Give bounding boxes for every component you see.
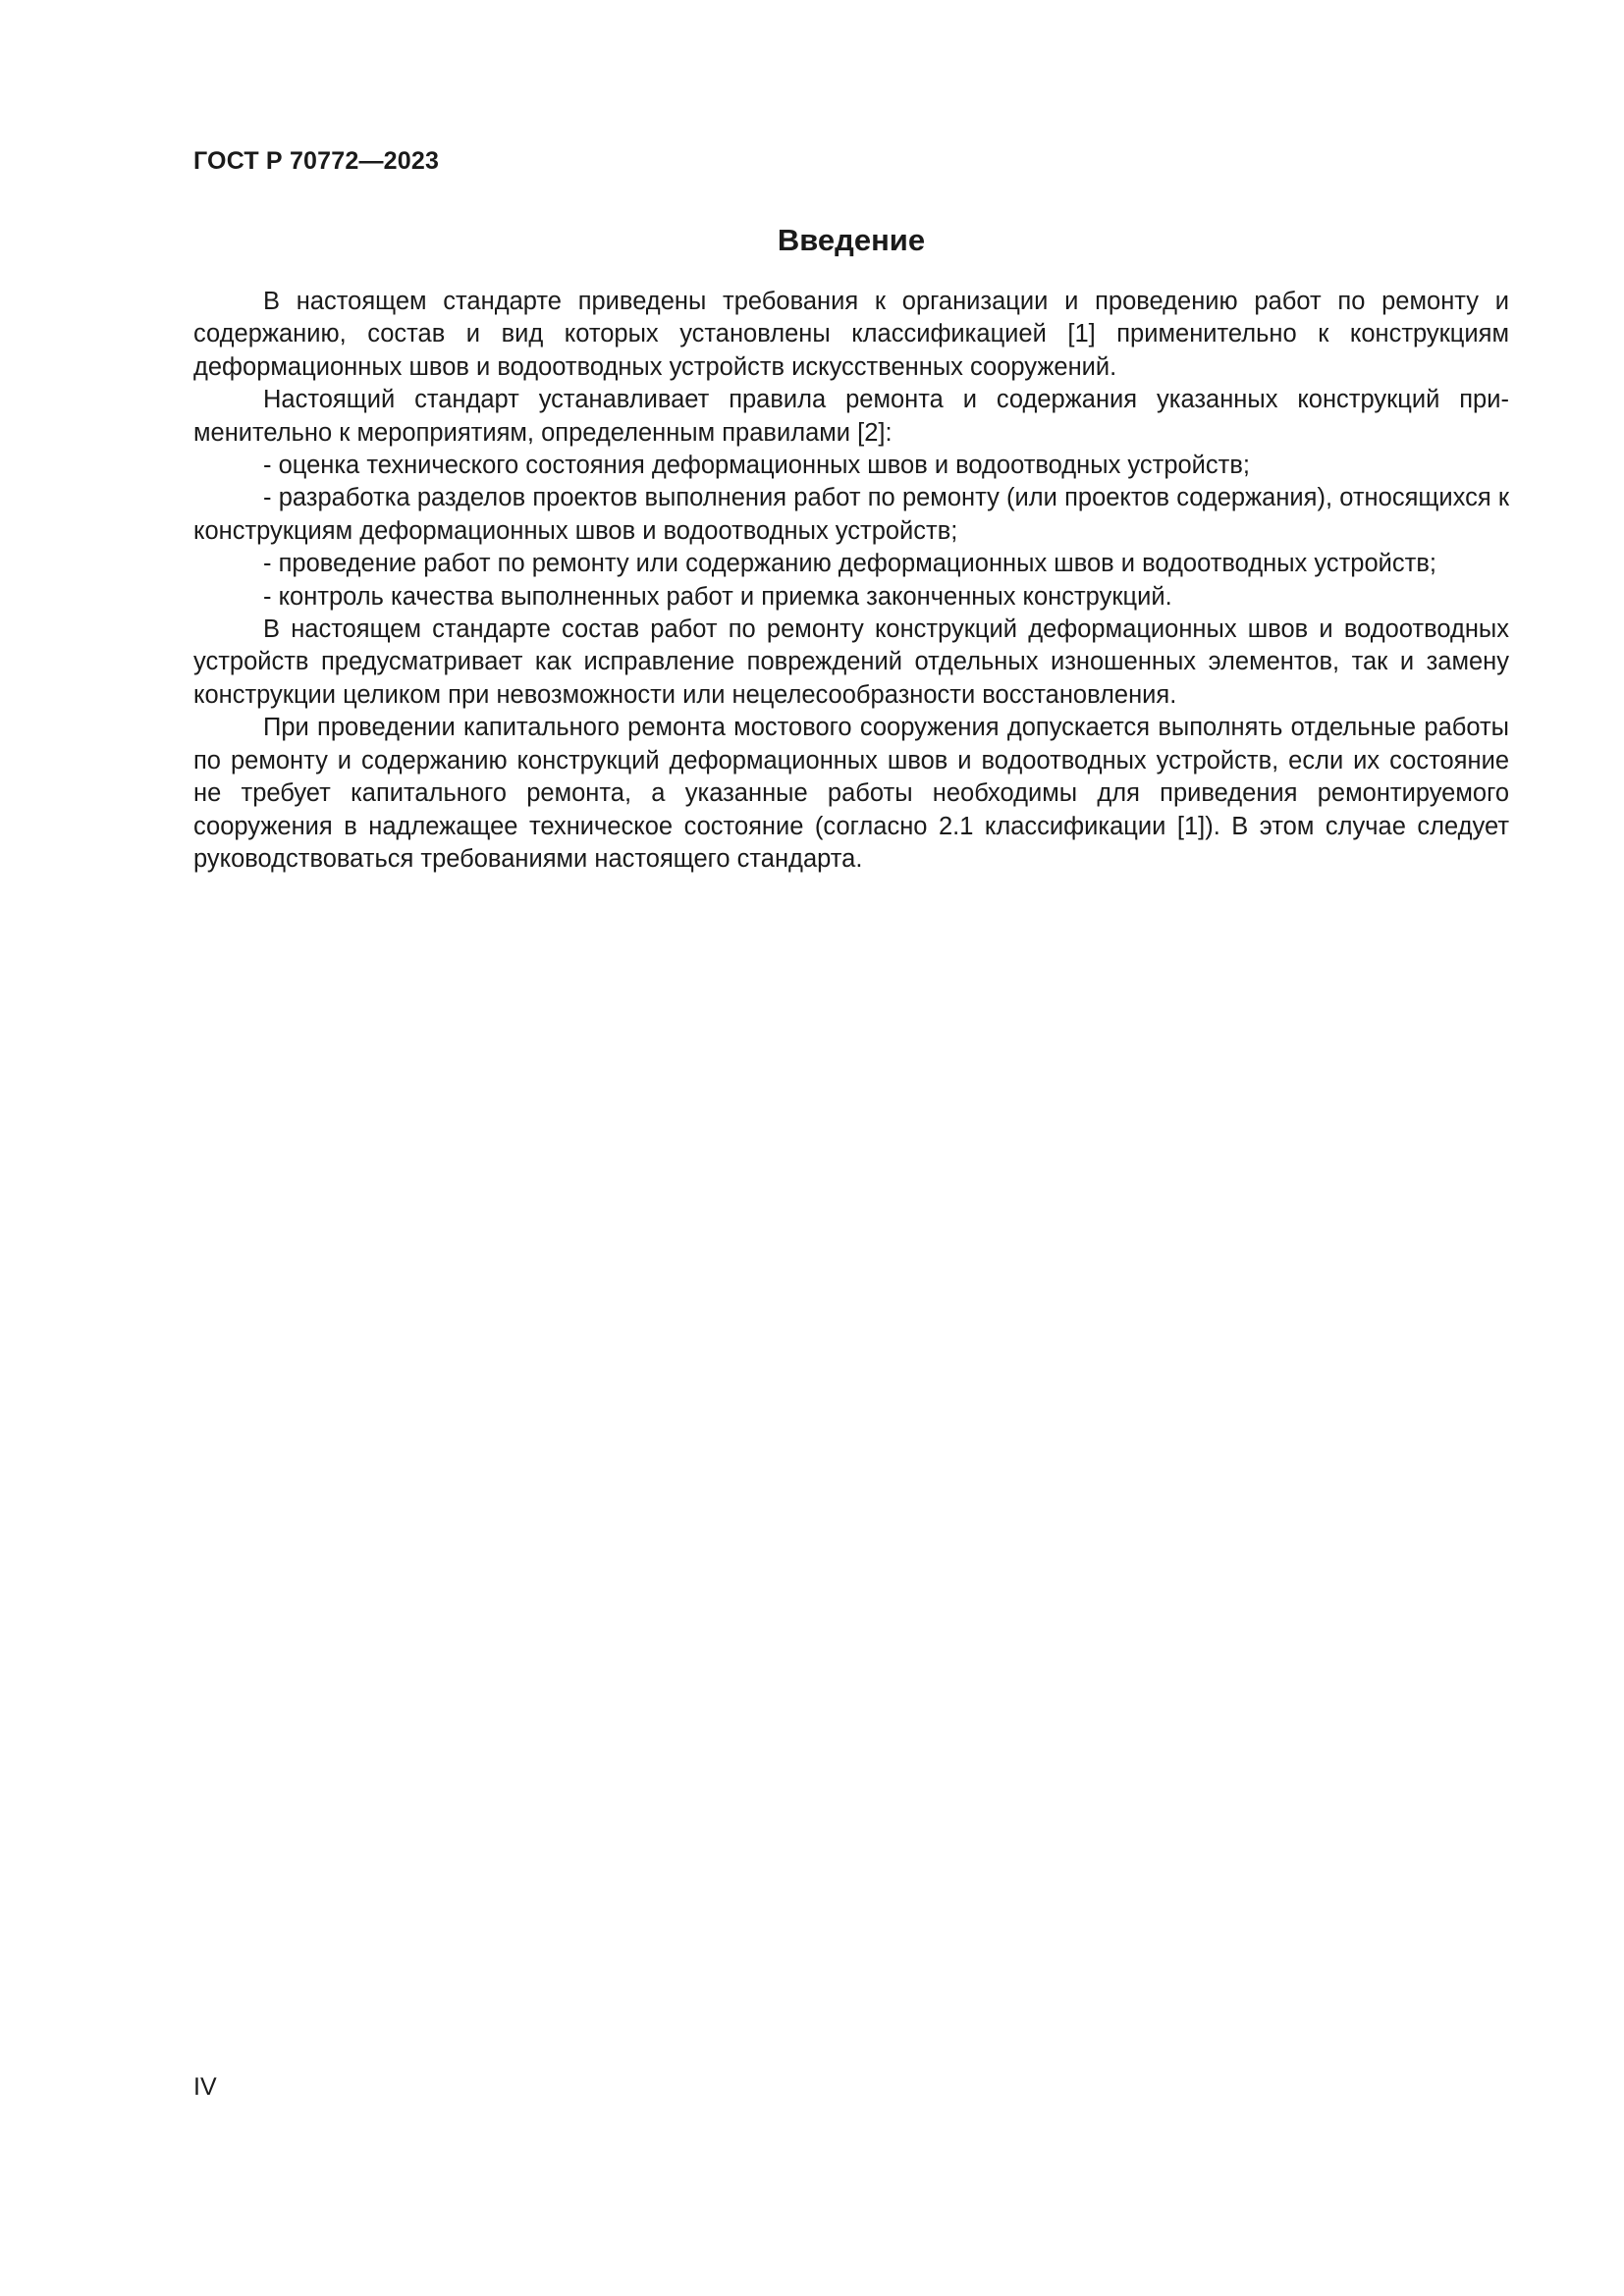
paragraph-scope: В настоящем стандарте приведены требования к организации и проведению работ по ремонту и содержанию, состав и вид которых установлены классификацией [1] применительно к конструкциям деформационных швов и водоотводных устройств искусственных сооружений.: [193, 288, 1509, 381]
standard-code-header: ГОСТ Р 70772—2023: [193, 147, 440, 175]
list-item: - разработка разделов проектов выполнения работ по ремонту (или проектов содержания), относящихся к конструкциям деформационных швов и водоотводных устройств;: [193, 484, 1509, 545]
page-number: IV: [193, 2073, 217, 2101]
list-item: - контроль качества выполненных работ и приемка законченных конструкций.: [263, 582, 1172, 611]
paragraph-work-composition: В настоящем стандарте состав работ по ремонту конструкций деформационных швов и водоотводных устройств предусматривает как исправление повреждений отдельных изношенных элементов, так и замену конструкции целиком при невозможности или нецелесообразности восстановления.: [193, 615, 1509, 709]
list-item: - оценка технического состояния деформационных швов и водоотводных устройств;: [263, 452, 1250, 480]
paragraph-rules: Настоящий стандарт устанавливает правила ремонта и содержания указанных конструкций применительно к мероприятиям, определенным правилами [2]:: [193, 386, 1509, 447]
list-item: - проведение работ по ремонту или содержанию деформационных швов и водоотводных устройств;: [263, 550, 1436, 578]
section-title: Введение: [777, 223, 926, 257]
document-body: [193, 221, 1509, 876]
paragraph-capital-repair: При проведении капитального ремонта мостового сооружения допускается выполнять отдельные работы по ремонту и содержанию конструкций деформационных швов и водоотводных устройств, если их состояние не требует капитального ремонта, а указанные работы необходимы для приведения ремонтируемого сооружения в надлежащее техническое состояние (согласно 2.1 классификации [1]). В этом случае следует руководствоваться требованиями настоящего стандарта.: [193, 714, 1509, 873]
